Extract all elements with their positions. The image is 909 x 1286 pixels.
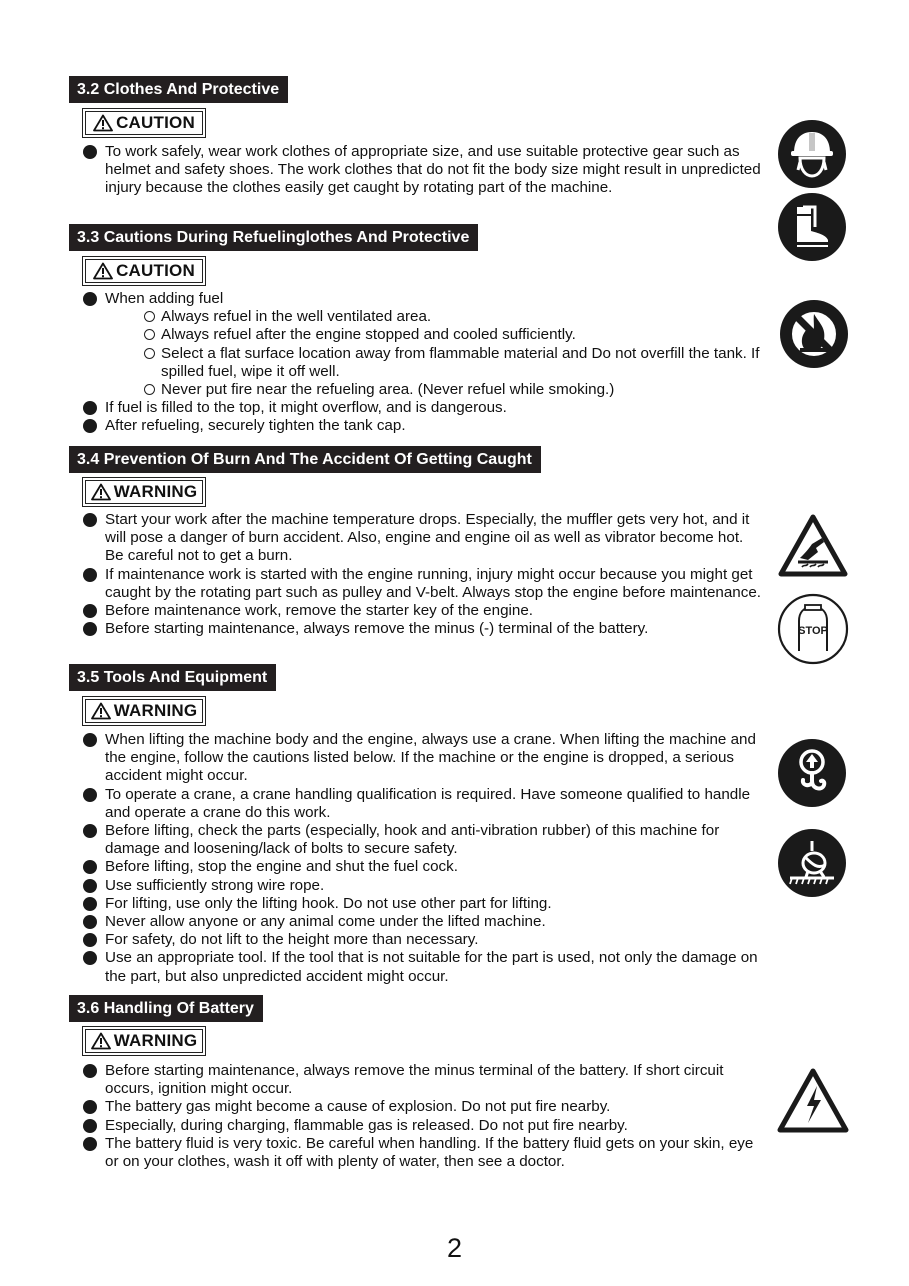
list-item: To work safely, wear work clothes of appropriate size, and use suitable protective gear such as helmet and safety shoes. The work clothes that do not fit the body size might result in unpredicted injury because the clothes easily get caught by rotating part of the machine. <box>105 143 765 198</box>
caution-sign <box>82 108 206 138</box>
sign-label: CAUTION <box>116 261 195 280</box>
no-open-flame-icon <box>780 300 848 368</box>
circle-bullet-icon <box>144 329 155 340</box>
sub-list-item: Always refuel in the well ventilated area. <box>105 308 765 326</box>
list-item: Before lifting, stop the engine and shut the fuel cock. <box>105 858 765 876</box>
list-item: Before maintenance work, remove the starter key of the engine. <box>105 602 765 620</box>
high-voltage-warning-icon <box>777 1068 849 1133</box>
list-item: Start your work after the machine temperature drops. Especially, the muffler gets very hot, and it will pose a danger of burn accident. Also, engine and engine oil as well as vibrator become hot. Be careful not to get a burn. <box>105 511 765 566</box>
list-item: For safety, do not lift to the height more than necessary. <box>105 931 765 949</box>
circle-bullet-icon <box>144 348 155 359</box>
page-number: 2 <box>446 1233 463 1263</box>
list-item: Use sufficiently strong wire rope. <box>105 877 765 895</box>
warning-triangle-icon <box>93 262 113 280</box>
list-item: Before starting maintenance, always remove the minus (-) terminal of the battery. <box>105 620 765 638</box>
stop-engine-icon <box>777 593 849 665</box>
sign-label: CAUTION <box>116 113 195 132</box>
circle-bullet-icon <box>144 311 155 322</box>
list-item: When adding fuel <box>105 290 765 308</box>
list-item: The battery fluid is very toxic. Be careful when handling. If the battery fluid gets on your skin, eye or on your clothes, wash it off with plenty of water, then see a doctor. <box>105 1135 765 1171</box>
stop-label: STOP <box>798 625 828 637</box>
hot-surface-warning-icon <box>778 514 848 577</box>
section-header-3-3: 3.3 Cautions During Refuelinglothes And Protective <box>69 224 478 251</box>
warning-triangle-icon <box>93 114 113 132</box>
list-item: Never allow anyone or any animal come under the lifted machine. <box>105 913 765 931</box>
list-item: For lifting, use only the lifting hook. Do not use other part for lifting. <box>105 895 765 913</box>
sign-label: WARNING <box>113 701 198 720</box>
helmet-icon <box>778 120 846 188</box>
list-item: After refueling, securely tighten the tank cap. <box>105 417 765 435</box>
wire-rope-icon <box>778 829 846 897</box>
warning-sign <box>82 477 206 507</box>
warning-triangle-icon <box>91 483 111 501</box>
warning-triangle-icon <box>91 702 111 720</box>
sub-list-item: Always refuel after the engine stopped and cooled sufficiently. <box>105 326 765 344</box>
warning-sign <box>82 1026 206 1056</box>
list-item: If maintenance work is started with the engine running, injury might occur because you might get caught by the rotating part such as pulley and V-belt. Always stop the engine before maintenance. <box>105 566 765 602</box>
list-item: If fuel is filled to the top, it might overflow, and is dangerous. <box>105 399 765 417</box>
list-item: Especially, during charging, flammable gas is released. Do not put fire nearby. <box>105 1117 765 1135</box>
sign-label: WARNING <box>113 482 198 501</box>
section-body-3-5 <box>105 731 765 986</box>
safety-boots-icon <box>778 193 846 261</box>
caution-sign <box>82 256 206 286</box>
warning-triangle-icon <box>91 1032 111 1050</box>
list-item: Before lifting, check the parts (especially, hook and anti-vibration rubber) of this machine for damage and loosening/lack of bolts to secure safety. <box>105 822 765 858</box>
list-item: Use an appropriate tool. If the tool that is not suitable for the part is used, not only the damage on the part, but also unpredicted accident might occur. <box>105 949 765 985</box>
warning-sign <box>82 696 206 726</box>
circle-bullet-icon <box>144 384 155 395</box>
sign-label: WARNING <box>113 1031 198 1050</box>
section-header-3-6: 3.6 Handling Of Battery <box>69 995 263 1022</box>
section-body-3-2 <box>105 143 765 198</box>
list-item: To operate a crane, a crane handling qualification is required. Have someone qualified to handle and operate a crane do this work. <box>105 786 765 822</box>
list-item: The battery gas might become a cause of explosion. Do not put fire nearby. <box>105 1098 765 1116</box>
section-body-3-4 <box>105 511 765 638</box>
sub-list-item: Select a flat surface location away from flammable material and Do not overfill the tank. If spilled fuel, wipe it off well. <box>105 345 765 381</box>
list-item: When lifting the machine body and the engine, always use a crane. When lifting the machine and the engine, follow the cautions listed below. If the machine or the engine is dropped, a serious accident might occur. <box>105 731 765 786</box>
crane-hook-icon <box>778 739 846 807</box>
section-header-3-2: 3.2 Clothes And Protective <box>69 76 288 103</box>
sub-list-item: Never put fire near the refueling area. (Never refuel while smoking.) <box>105 381 765 399</box>
list-item: Before starting maintenance, always remove the minus terminal of the battery. If short circuit occurs, ignition might occur. <box>105 1062 765 1098</box>
section-header-3-5: 3.5 Tools And Equipment <box>69 664 276 691</box>
section-body-3-3 <box>105 290 765 436</box>
section-header-3-4: 3.4 Prevention Of Burn And The Accident Of Getting Caught <box>69 446 541 473</box>
section-body-3-6 <box>105 1062 765 1171</box>
